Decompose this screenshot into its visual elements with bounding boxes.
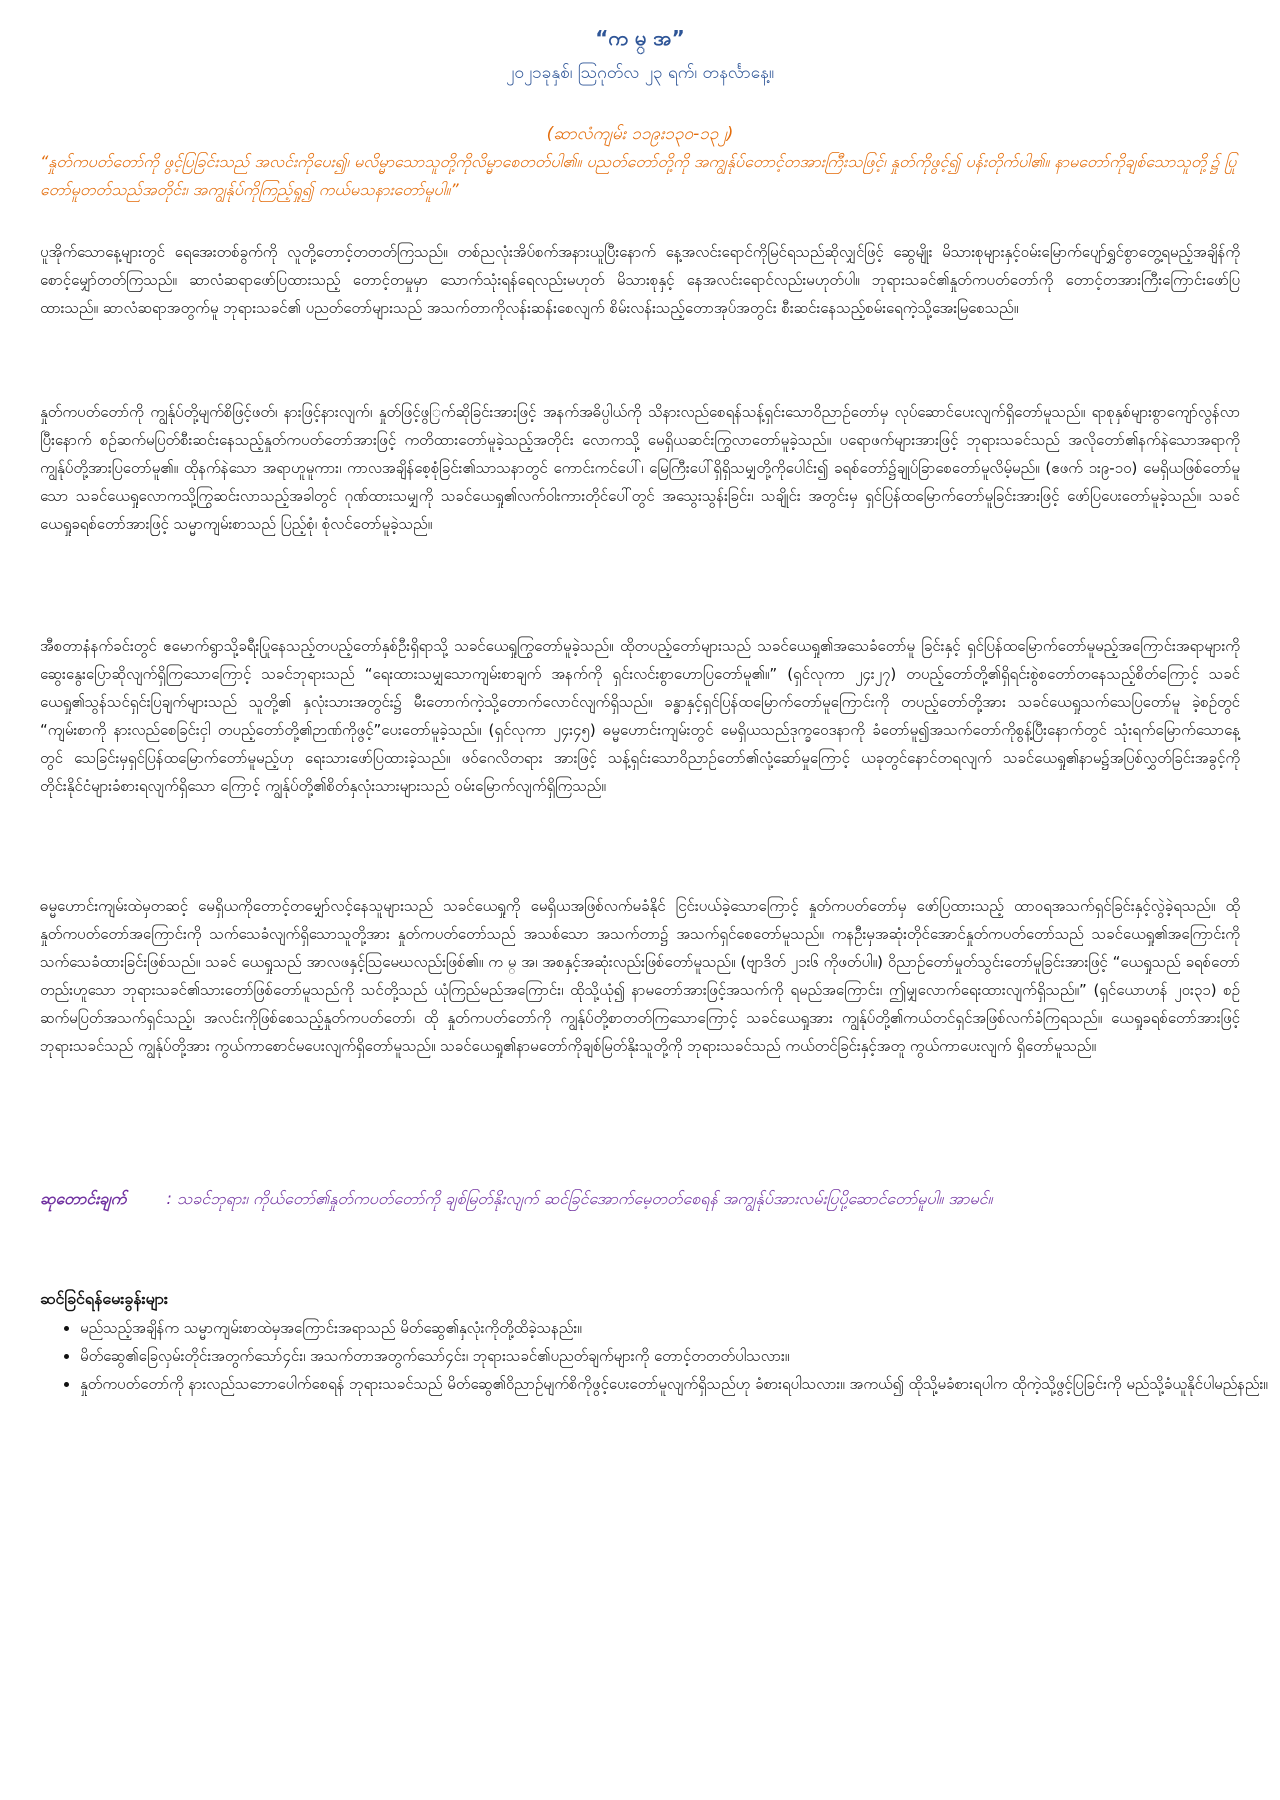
body-paragraph-4: ဓမ္မဟောင်းကျမ်းထဲမှတဆင့် မေရှိယကိုတောင့်တမျှော်လင့်နေသူများသည် သခင်ယေရှုကို မေရှိယအဖြစ်လက်မခံနိုင် ငြင်းပယ်ခဲ့သောကြောင့် နှုတ်ကပတ်တော်မှ ဖော်ပြထားသည့် ထာဝရအသက်ရှင်ခြင်းနှင့်လွဲခဲ့ရသည်။ ထိုနှုတ်ကပတ်တော်အကြောင်းကို သက်သေခံလျက်ရှိသောသူတို့အား နှုတ်ကပတ်တော်သည် အသစ်သော အသက်တာ၌ အသက်ရှင်စေတော်မူသည်။ ကနဦးမှအဆုံးတိုင်အောင်နှုတ်ကပတ်တော်သည် သခင်ယေရှု၏အကြောင်းကို သက်သေခံထားခြင်းဖြစ်သည်။ သခင် ယေရှုသည် အာလဖနှင့်ဩမေဃလည်းဖြစ်၏။ က မ္ အ၊ အစနှင့်အဆုံးလည်းဖြစ်တော်မူသည်။ (ဗျာဒိတ် ၂၁း၆ ကိုဖတ်ပါ။) ဝိညာဉ်တော်မှုတ်သွင်းတော်မူခြင်းအားဖြင့် “ယေရှုသည် ခရစ်တော်တည်းဟူသော ဘုရားသခင်၏သားတော်ဖြစ်တော်မူသည်ကို သင်တို့သည် ယုံကြည်မည်အကြောင်း၊ ထိုသို့ယုံ၍ နာမတော်အားဖြင့်အသက်ကို ရမည်အကြောင်း၊ ဤမျှလောက်ရေးထားလျက်ရှိသည်။” (ရှင်ယောဟန် ၂၀း၃၁) စဉ်ဆက်မပြတ်အသက်ရှင်သည့်၊ အလင်းကိုဖြစ်စေသည့်နှုတ်ကပတ်တော်၊ ထို နှုတ်ကပတ်တော်ကို ကျွန်ုပ်တို့စာတတ်ကြသောကြောင့် သခင်ယေရှုအား ကျွန်ုပ်တို့၏ကယ်တင်ရှင်အဖြစ်လက်ခံကြရသည်။ ယေရှုခရစ်တော်အားဖြင့် ဘုရားသခင်သည် ကျွန်ုပ်တို့အား ကွယ်ကာစောင်မပေးလျက်ရှိတော်မူသည်။ သခင်ယေရှု၏နာမတော်ကိုချစ်မြတ်နိုးသူတို့ကို ဘုရားသခင်သည် ကယ်တင်ခြင်းနှင့်အတူ ကွယ်ကာပေးလျက် ရှိတော်မူသည်။	[40, 897, 1240, 1055]
body-paragraph-3: အီစတာနံနက်ခင်းတွင် ဧမောက်ရွာသို့ခရီးပြုနေသည့်တပည့်တော်နှစ်ဦးရှိရာသို့ သခင်ယေရှုကြွတော်မူခဲ့သည်။ ထိုတပည့်တော်များသည် သခင်ယေရှု၏အသေခံတော်မူ ခြင်းနှင့် ရှင်ပြန်ထမြောက်တော်မူမည့်အကြောင်းအရာများကို ဆွေးနွေးပြောဆိုလျက်ရှိကြသောကြောင့် သခင်ဘုရားသည် “ရေးထားသမျှသောကျမ်းစာချက် အနက်ကို ရှင်းလင်းစွာဟောပြတော်မူ၏။” (ရှင်လုကာ ၂၄း၂၇) တပည့်တော်တို့၏ရှိရင်းစွဲစတော်တနေသည့်စိတ်ကြောင့် သခင်ယေရှု၏သွန်သင်ရှင်းပြချက်များသည် သူတို့၏ နှလုံးသားအတွင်း၌ မီးတောက်ကဲ့သို့တောက်လောင်လျက်ရှိသည်။ ခန္ဓာနှင့်ရှင်ပြန်ထမြောက်တော်မူကြောင်းကို တပည့်တော်တို့အား သခင်ယေရှုသက်သေပြတော်မူ ခဲ့စဉ်တွင် “ကျမ်းစာကို နားလည်စေခြင်းငှါ တပည့်တော်တို့၏ဉာဏ်ကိုဖွင့်”ပေးတော်မူခဲ့သည်။ (ရှင်လုကာ ၂၄း၄၅) ဓမ္မဟောင်းကျမ်းတွင် မေရှိယသည်ဒုက္ခဝေဒနာကို ခံတော်မူ၍အသက်တော်ကိုစွန့်ပြီးနောက်တွင် သုံးရက်မြောက်သောနေ့တွင် သေခြင်းမှရှင်ပြန်ထမြောက်တော်မူမည့်ဟု ရေးသားဖော်ပြထားခဲ့သည်။ ဖဝ်ဂေလိတရား အားဖြင့် သန့်ရှင်းသောဝိညာဉ်တော်၏လုံ့ဆော်မှုကြောင့် ယခုတွင်နောင်တရလျက် သခင်ယေရှု၏နာမ၌အပြစ်လွှတ်ခြင်းအခွင့်ကို တိုင်းနိုင်ငံများခံစားရလျက်ရှိသော ကြောင့် ကျွန်ုပ်တို့၏စိတ်နှလုံးသားများသည် ဝမ်းမြောက်လျက်ရှိကြသည်။	[40, 637, 1240, 795]
scripture-reference: (ဆာလံကျမ်း ၁၁၉း၁၃၀-၁၃၂)	[546, 124, 734, 144]
question-item-2: • မိတ်ဆွေ၏ခြေလှမ်းတိုင်းအတွက်သော်၄င်း၊ အသက်တာအတွက်သော်၄င်း၊ ဘုရားသခင်၏ပညတ်ချက်များကို တောင့်တတတ်ပါသလား။	[80, 1342, 1280, 1370]
body-paragraph-1: ပူအိုက်သောနေ့များတွင် ရေအေးတစ်ခွက်ကို လူတို့တောင့်တတတ်ကြသည်။ တစ်ညလုံးအိပ်စက်အနားယူပြီးနောက် နေ့အလင်းရောင်ကိုမြင်ရသည်ဆိုလျှင်ဖြင့် ဆွေမျိုး မိသားစုများနှင့်ဝမ်းမြောက်ပျော်ရွှင်စွာတွေ့ရမည့်အချိန်ကို စောင့်မျှော်တတ်ကြသည်။ ဆာလံဆရာဖော်ပြထားသည့် တောင့်တမှုမှာ သောက်သုံးရန်ရေလည်းမဟုတ် မိသားစုနှင့် နေအလင်းရောင်လည်းမဟုတ်ပါ။ ဘုရားသခင်၏နှုတ်ကပတ်တော်ကို တောင့်တအားကြီးကြောင်းဖော်ပြထားသည်။ ဆာလံဆရာအတွက်မူ ဘုရားသခင်၏ ပညတ်တော်များသည် အသက်တာကိုလန်းဆန်းစေလျက် စိမ်းလန်းသည့်တောအုပ်အတွင်း စီးဆင်းနေသည့်စမ်းရေကဲ့သို့အေးမြစေသည်။	[40, 243, 1240, 317]
page-title: “က မ္ အ”	[595, 26, 685, 50]
prayer-text: : သခင်ဘုရား၊ ကိုယ်တော်၏နှုတ်ကပတ်တော်ကို ချစ်မြတ်နိုးလျက် ဆင်ခြင်အောက်မေ့တတ်စေရန် အကျွန်ုပ်အားလမ်းပြပို့ဆောင်တော်မူပါ။ အာမင်။	[166, 1189, 993, 1208]
page-date: ၂၀၂၁ခုနှစ်၊ ဩဂုတ်လ ၂၃ ရက်၊ တနင်္လာနေ့။	[506, 63, 774, 83]
questions-list	[40, 1314, 1280, 1398]
body-paragraph-2: နှုတ်ကပတ်တော်ကို ကျွန်ုပ်တို့မျက်စိဖြင့်ဖတ်၊ နားဖြင့်နားလျက်၊ နှုတ်ဖြင့်ဖွြက်ဆိုခြင်းအားဖြင့် အနက်အဓိပ္ပါယ်ကို သိနားလည်စေရန်သန့်ရှင်းသောဝိညာဉ်တော်မှ လုပ်ဆောင်ပေးလျက်ရှိတော်မူသည်။ ရာစုနှစ်များစွာကျော်လွန်လာပြီးနောက် စဉ်ဆက်မပြတ်စီးဆင်းနေသည့်နှုတ်ကပတ်တော်အားဖြင့် ကတိထားတော်မူခဲ့သည့်အတိုင်း လောကသို့ မေရှိယဆင်းကြွလာတော်မူခဲ့သည်။ ပရောဖက်များအားဖြင့် ဘုရားသခင်သည် အလိုတော်၏နက်နဲသောအရာကို ကျွန်ုပ်တို့အားပြတော်မူ၏။ ထိုနက်နဲသော အရာဟူမူကား၊ ကာလအချိန်စေ့စုံခြင်း၏သာသနာတွင် ကောင်းကင်ပေါ်၊ မြေကြီးပေါ်ရှိရှိသမျှတို့ကိုပေါင်း၍ ခရစ်တော်၌ချုပ်ခြာစေတော်မူလိမ့်မည်။ (ဧဖက် ၁း၉-၁၀) မေရှိယဖြစ်တော်မူသော သခင်ယေရှုလောကသို့ကြွဆင်းလာသည့်အခါတွင် ဂုဏ်ထားသမျှကို သခင်ယေရှု၏လက်ဝါးကားတိုင်ပေါ်တွင် အသွေးသွန်းခြင်း၊ သချိုင်း အတွင်းမှ ရှင်ပြန်ထမြောက်တော်မူခြင်းအားဖြင့် ဖော်ပြပေးတော်မူခဲ့သည်။ သခင်ယေရှုခရစ်တော်အားဖြင့် သမ္မာကျမ်းစာသည် ပြည့်စုံ၊ စုံလင်တော်မူခဲ့သည်။	[40, 403, 1240, 533]
prayer-label: ဆုတောင်းချက်	[40, 1189, 127, 1208]
questions-heading: ဆင်ခြင်ရန်မေးခွန်းများ	[40, 1289, 168, 1308]
question-item-3: • နှုတ်ကပတ်တော်ကို နားလည်သဘောပေါက်စေရန် ဘုရားသခင်သည် မိတ်ဆွေ၏ဝိညာဉ်မျက်စိကိုဖွင့်ပေးတော်မူလျက်ရှိသည်ဟု ခံစားရပါသလား။ အကယ်၍ ထိုသို့မခံစားရပါက ထိုကဲ့သို့ဖွင့်ပြခြင်းကို မည်သို့ခံယူနိုင်ပါမည်နည်း။	[80, 1370, 1280, 1398]
prayer-section	[40, 1185, 1240, 1213]
question-item-1: • မည်သည့်အချိန်က သမ္မာကျမ်းစာထဲမှအကြောင်းအရာသည် မိတ်ဆွေ၏နှလုံးကိုတို့ထိခဲ့သနည်း။	[80, 1314, 1280, 1342]
scripture-text: “နှုတ်ကပတ်တော်ကို ဖွင့်ပြခြင်းသည် အလင်းကိုပေး၍၊ မလိမ္မာသောသူတို့ကိုလိမ္မာစေတတ်ပါ၏။ ပညတ်တော်တို့ကို အကျွန်ုပ်တောင့်တအားကြီးသဖြင့်၊ နှုတ်ကိုဖွင့်၍ ပန်းတိုက်ပါ၏။ နာမတော်ကိုချစ်သောသူတို့၌ ပြုတော်မူတတ်သည်အတိုင်း၊ အကျွန်ုပ်ကိုကြည့်ရှု၍ ကယ်မသနားတော်မူပါ။”	[40, 152, 1237, 199]
